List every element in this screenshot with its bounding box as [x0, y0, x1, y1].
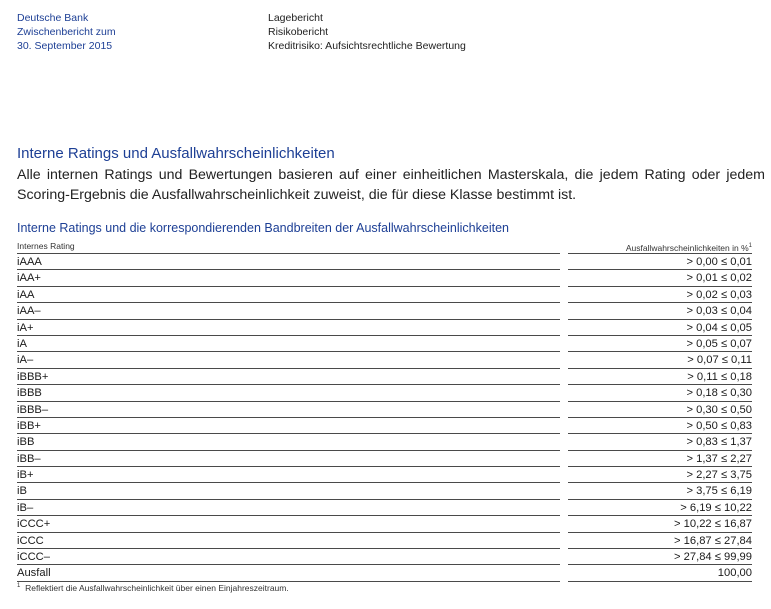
pd-range-cell: > 27,84 ≤ 99,99 [568, 549, 752, 565]
column-header-pd-label: Ausfallwahrscheinlichkeiten in % [625, 242, 749, 253]
pd-range-cell: > 0,02 ≤ 0,03 [568, 287, 752, 303]
rating-cell: iBB– [17, 451, 560, 467]
pd-range-cell: > 10,22 ≤ 16,87 [568, 516, 752, 532]
pd-range-cell: > 2,27 ≤ 3,75 [568, 467, 752, 483]
table-body [17, 254, 752, 582]
table-row [17, 385, 752, 401]
header-company-name: Deutsche Bank [17, 12, 89, 24]
rating-cell: iB– [17, 500, 560, 516]
pd-range-cell: > 0,04 ≤ 0,05 [568, 320, 752, 336]
rating-cell: Ausfall [17, 565, 560, 581]
header-company-block [17, 11, 116, 53]
pd-range-cell: > 0,05 ≤ 0,07 [568, 336, 752, 352]
table-row [17, 434, 752, 450]
table-row [17, 533, 752, 549]
rating-cell: iCCC– [17, 549, 560, 565]
rating-cell: iA+ [17, 320, 560, 336]
table-row [17, 270, 752, 286]
table-row [17, 549, 752, 565]
table-row [17, 402, 752, 418]
pd-range-cell: > 0,83 ≤ 1,37 [568, 434, 752, 450]
table-row [17, 254, 752, 270]
table-row [17, 451, 752, 467]
table-row [17, 287, 752, 303]
column-header-pd [568, 239, 752, 254]
rating-cell: iBBB [17, 385, 560, 401]
rating-cell: iAAA [17, 254, 560, 270]
table-row [17, 320, 752, 336]
pd-range-cell: 100,00 [568, 565, 752, 581]
table-footnote [17, 583, 289, 593]
footnote-text: Reflektiert die Ausfallwahrscheinlichkeit über einen Einjahreszeitraum. [25, 583, 289, 593]
rating-cell: iBBB– [17, 402, 560, 418]
breadcrumb-level-2: Risikobericht [268, 26, 329, 38]
section-title: Interne Ratings und Ausfallwahrscheinlichkeiten [17, 145, 335, 162]
table-row [17, 516, 752, 532]
pd-range-cell: > 0,01 ≤ 0,02 [568, 270, 752, 286]
rating-cell: iBB+ [17, 418, 560, 434]
rating-cell: iBB [17, 434, 560, 450]
ratings-table [17, 239, 752, 582]
pd-range-cell: > 0,30 ≤ 0,50 [568, 402, 752, 418]
rating-cell: iAA– [17, 303, 560, 319]
pd-range-cell: > 0,07 ≤ 0,11 [568, 352, 752, 368]
header-breadcrumb [268, 11, 466, 53]
table-row [17, 483, 752, 499]
header-report-date: 30. September 2015 [17, 40, 113, 52]
table-row [17, 500, 752, 516]
pd-range-cell: > 6,19 ≤ 10,22 [568, 500, 752, 516]
footnote-mark: 1 [17, 583, 21, 590]
table-row [17, 565, 752, 581]
breadcrumb-level-1: Lagebericht [268, 12, 323, 24]
header-report-type: Zwischenbericht zum [17, 26, 116, 38]
pd-range-cell: > 1,37 ≤ 2,27 [568, 451, 752, 467]
table-row [17, 336, 752, 352]
column-header-footnote-mark: 1 [748, 243, 752, 249]
table-title: Interne Ratings und die korrespondierenden Bandbreiten der Ausfallwahrscheinlichkeiten [17, 221, 509, 235]
table-row [17, 352, 752, 368]
rating-cell: iB [17, 483, 560, 499]
rating-cell: iB+ [17, 467, 560, 483]
rating-cell: iA– [17, 352, 560, 368]
pd-range-cell: > 0,00 ≤ 0,01 [568, 254, 752, 270]
pd-range-cell: > 16,87 ≤ 27,84 [568, 533, 752, 549]
table-row [17, 369, 752, 385]
pd-range-cell: > 0,03 ≤ 0,04 [568, 303, 752, 319]
table-header-row [17, 239, 752, 254]
table-row [17, 418, 752, 434]
column-header-rating: Internes Rating [17, 239, 560, 254]
pd-range-cell: > 0,18 ≤ 0,30 [568, 385, 752, 401]
section-intro: Alle internen Ratings und Bewertungen basieren auf einer einheitlichen Masterskala, die jedem Rating oder jedem Scoring-Ergebnis die Ausfallwahrscheinlichkeit zuweist, die für diese Klasse bestimmt ist. [17, 167, 765, 203]
breadcrumb-level-3: Kreditrisiko: Aufsichtsrechtliche Bewertung [268, 40, 466, 52]
rating-cell: iCCC+ [17, 516, 560, 532]
pd-range-cell: > 0,50 ≤ 0,83 [568, 418, 752, 434]
pd-range-cell: > 3,75 ≤ 6,19 [568, 483, 752, 499]
pd-range-cell: > 0,11 ≤ 0,18 [568, 369, 752, 385]
rating-cell: iAA+ [17, 270, 560, 286]
table-row [17, 303, 752, 319]
rating-cell: iAA [17, 287, 560, 303]
rating-cell: iBBB+ [17, 369, 560, 385]
rating-cell: iCCC [17, 533, 560, 549]
rating-cell: iA [17, 336, 560, 352]
table-row [17, 467, 752, 483]
